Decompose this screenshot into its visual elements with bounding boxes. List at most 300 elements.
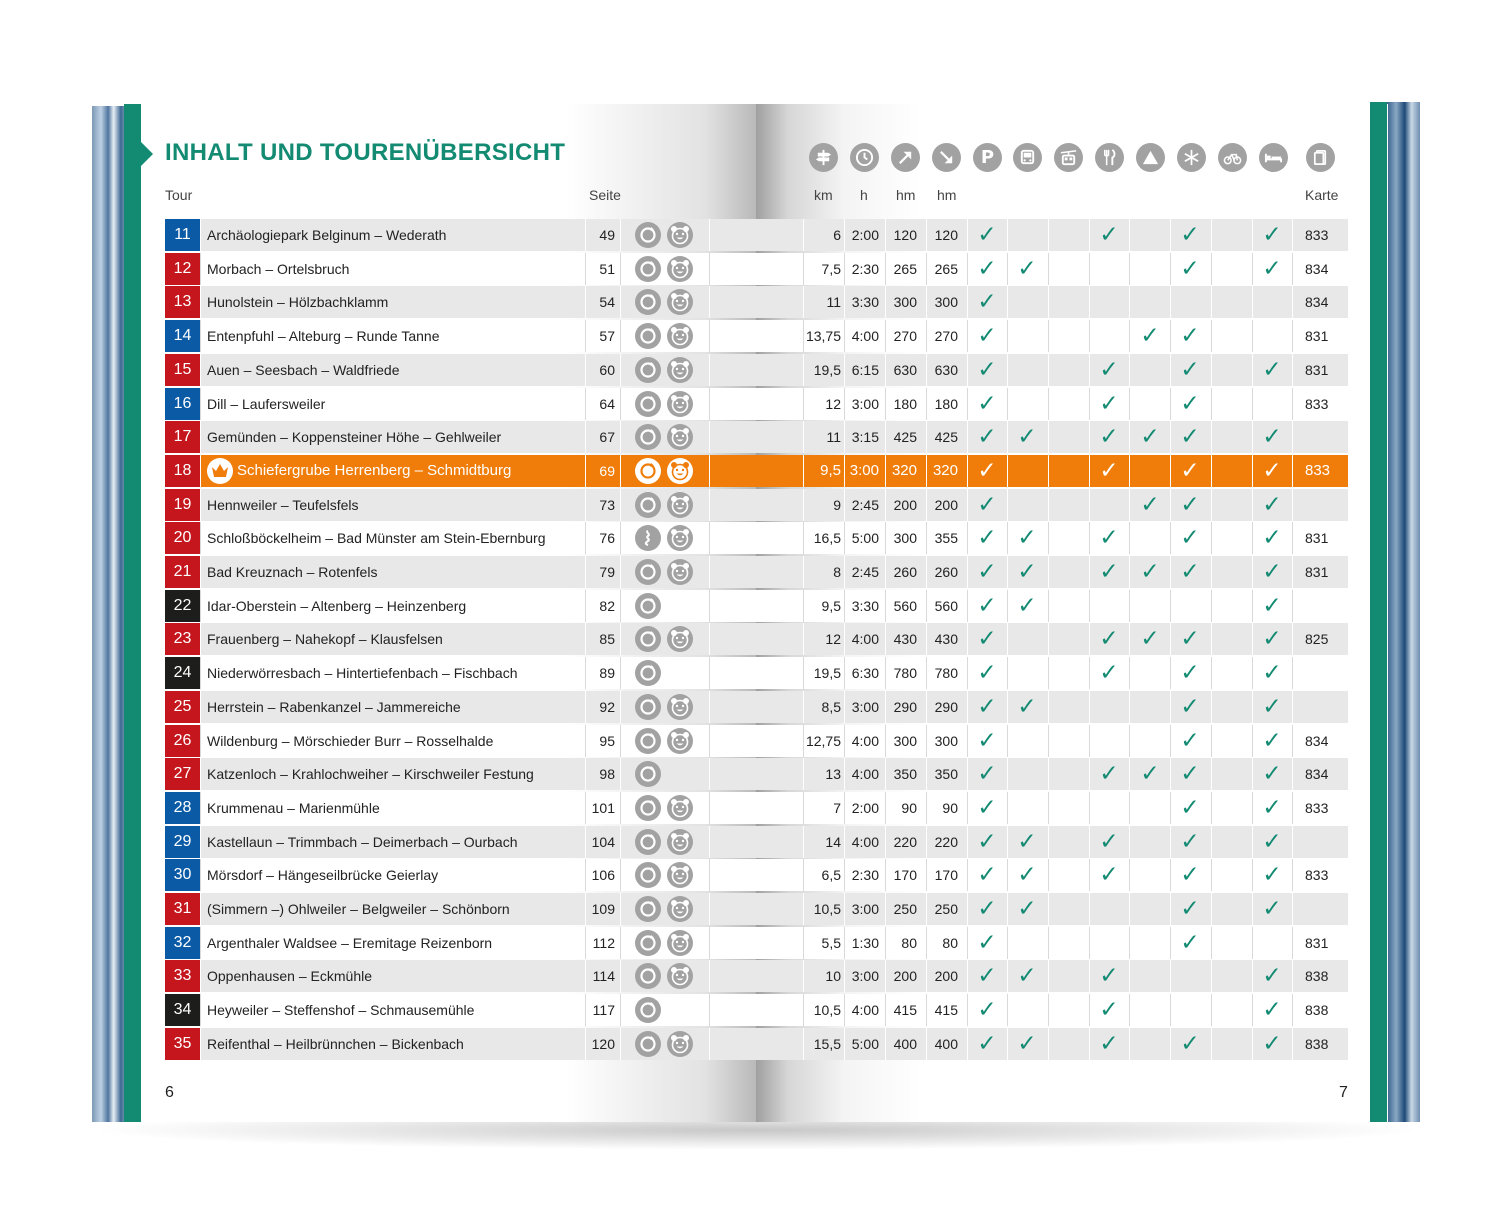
tour-ascent: 300	[893, 294, 917, 310]
tour-row[interactable]	[165, 994, 1348, 1026]
column-divider	[200, 388, 201, 420]
column-divider	[1048, 927, 1049, 959]
tour-row[interactable]	[165, 826, 1348, 858]
column-divider	[1252, 522, 1253, 554]
column-divider	[200, 253, 201, 285]
column-divider	[1211, 388, 1212, 420]
checkmark-icon: ✓	[977, 492, 997, 518]
right-accent-bar	[1370, 102, 1387, 1122]
checkmark-icon: ✓	[977, 391, 997, 417]
column-divider	[1292, 489, 1293, 521]
tour-number: 19	[165, 489, 200, 521]
tour-name[interactable]: Schloßböckelheim – Bad Münster am Stein-Ebernburg	[207, 530, 546, 546]
tour-name[interactable]: Heyweiler – Steffenshof – Schmausemühle	[207, 1002, 475, 1018]
tour-ascent: 220	[893, 834, 917, 850]
tour-name[interactable]: Krummenau – Marienmühle	[207, 800, 380, 816]
tour-name[interactable]: Gemünden – Koppensteiner Höhe – Gehlweiler	[207, 429, 502, 445]
tour-name[interactable]: Archäologiepark Belginum – Wederath	[207, 227, 447, 243]
column-divider	[1129, 792, 1130, 824]
page-title: INHALT UND TOURENÜBERSICHT	[165, 139, 566, 166]
restaurant-icon	[1095, 143, 1124, 172]
column-divider	[620, 927, 621, 959]
tour-km: 9	[833, 497, 841, 513]
checkmark-icon: ✓	[1262, 222, 1282, 248]
round-trip-icon	[635, 222, 661, 248]
tour-row[interactable]	[165, 792, 1348, 824]
checkmark-icon: ✓	[1180, 458, 1200, 484]
tour-h: 3:15	[851, 429, 879, 445]
column-divider	[200, 556, 201, 588]
column-divider	[967, 320, 968, 352]
round-trip-icon	[635, 896, 661, 922]
column-divider	[1170, 758, 1171, 790]
checkmark-icon: ✓	[977, 289, 997, 315]
checkmark-icon: ✓	[1017, 559, 1037, 585]
kids-bear-icon	[667, 1031, 693, 1057]
tour-descent: 425	[934, 429, 958, 445]
tour-name[interactable]: (Simmern –) Ohlweiler – Belgweiler – Schönborn	[207, 901, 510, 917]
column-divider	[620, 1028, 621, 1060]
column-divider	[1129, 253, 1130, 285]
kids-bear-icon	[667, 862, 693, 888]
tour-row[interactable]	[165, 623, 1348, 655]
tour-h: 6:30	[851, 665, 879, 681]
column-divider	[1211, 826, 1212, 858]
tour-descent: 355	[934, 530, 958, 546]
column-divider	[1007, 893, 1008, 925]
tour-km: 12	[825, 631, 841, 647]
tour-km: 15,5	[813, 1036, 841, 1052]
column-divider	[1048, 960, 1049, 992]
kids-bear-icon	[667, 323, 693, 349]
tour-row[interactable]	[165, 960, 1348, 992]
tour-page: 109	[591, 901, 615, 917]
bed-icon	[1259, 143, 1288, 172]
tour-number: 14	[165, 320, 200, 352]
column-divider	[709, 219, 710, 251]
column-divider	[967, 960, 968, 992]
column-divider	[1252, 253, 1253, 285]
column-divider	[1252, 590, 1253, 622]
checkmark-icon: ✓	[977, 930, 997, 956]
column-divider	[620, 320, 621, 352]
tour-page: 51	[599, 261, 615, 277]
checkmark-icon: ✓	[1180, 559, 1200, 585]
column-divider	[620, 826, 621, 858]
column-divider	[1129, 489, 1130, 521]
column-divider	[1170, 826, 1171, 858]
tour-ascent: 320	[891, 462, 917, 479]
tour-descent: 220	[934, 834, 958, 850]
tour-page: 98	[599, 766, 615, 782]
column-divider	[709, 455, 710, 487]
column-divider	[1129, 388, 1130, 420]
tour-h: 6:15	[851, 362, 879, 378]
tour-km: 13	[825, 766, 841, 782]
checkmark-icon: ✓	[1262, 357, 1282, 383]
column-divider	[1048, 623, 1049, 655]
tour-row[interactable]	[165, 354, 1348, 386]
column-divider	[200, 522, 201, 554]
column-divider	[1048, 893, 1049, 925]
tour-number: 34	[165, 994, 200, 1026]
tour-map-number: 831	[1305, 564, 1329, 580]
round-trip-icon	[635, 795, 661, 821]
tour-name[interactable]: Herrstein – Rabenkanzel – Jammereiche	[207, 699, 461, 715]
column-divider	[1292, 826, 1293, 858]
column-divider	[1129, 219, 1130, 251]
tour-descent: 350	[934, 766, 958, 782]
column-divider	[1007, 960, 1008, 992]
tour-name[interactable]: Wildenburg – Mörschieder Burr – Rosselhalde	[207, 733, 494, 749]
checkmark-icon: ✓	[977, 694, 997, 720]
column-divider	[1089, 893, 1090, 925]
column-divider	[1048, 219, 1049, 251]
column-divider	[1252, 960, 1253, 992]
column-divider	[1211, 320, 1212, 352]
tour-ascent: 425	[893, 429, 917, 445]
column-divider	[1007, 489, 1008, 521]
column-divider	[1089, 657, 1090, 689]
tour-km: 16,5	[813, 530, 841, 546]
tour-row[interactable]	[165, 691, 1348, 723]
column-divider	[200, 657, 201, 689]
tour-number: 15	[165, 354, 200, 386]
tour-map-number: 838	[1305, 1036, 1329, 1052]
column-divider	[620, 421, 621, 453]
tour-h: 5:00	[851, 1036, 879, 1052]
tour-km: 13,75	[805, 328, 841, 344]
parking-icon: P	[973, 143, 1002, 172]
checkmark-icon: ✓	[1099, 525, 1119, 551]
column-divider	[1089, 489, 1090, 521]
checkmark-icon: ✓	[1180, 525, 1200, 551]
column-divider	[620, 590, 621, 622]
checkmark-icon: ✓	[977, 424, 997, 450]
column-divider	[1252, 893, 1253, 925]
tour-h: 1:30	[851, 935, 879, 951]
checkmark-icon: ✓	[1262, 761, 1282, 787]
tour-row[interactable]	[165, 455, 1348, 487]
column-divider	[1007, 320, 1008, 352]
checkmark-icon: ✓	[1262, 963, 1282, 989]
tour-map-number: 833	[1305, 867, 1329, 883]
column-divider	[1007, 792, 1008, 824]
checkmark-icon: ✓	[1262, 525, 1282, 551]
tour-row[interactable]	[165, 893, 1348, 925]
clock-icon	[850, 143, 879, 172]
tour-number: 26	[165, 725, 200, 757]
tour-name[interactable]: Morbach – Ortelsbruch	[207, 261, 350, 277]
tour-name[interactable]: Hunolstein – Hölzbachklamm	[207, 294, 389, 310]
column-divider	[1170, 455, 1171, 487]
column-divider	[200, 826, 201, 858]
header-hm-up: hm	[896, 187, 916, 203]
checkmark-icon: ✓	[1017, 694, 1037, 720]
checkmark-icon: ✓	[1017, 1031, 1037, 1057]
column-divider	[709, 354, 710, 386]
checkmark-icon: ✓	[1017, 424, 1037, 450]
checkmark-icon: ✓	[1180, 626, 1200, 652]
column-divider	[1129, 657, 1130, 689]
tour-km: 5,5	[821, 935, 841, 951]
tent-icon	[1136, 143, 1165, 172]
kids-bear-icon	[667, 424, 693, 450]
checkmark-icon: ✓	[1099, 829, 1119, 855]
tour-map-number: 825	[1305, 631, 1329, 647]
crown-icon	[207, 458, 233, 484]
column-divider	[1292, 1028, 1293, 1060]
kids-bear-icon	[667, 626, 693, 652]
tour-row[interactable]	[165, 421, 1348, 453]
tour-page: 76	[599, 530, 615, 546]
tour-page: 114	[592, 968, 615, 984]
tour-row[interactable]	[165, 1028, 1348, 1060]
checkmark-icon: ✓	[1099, 222, 1119, 248]
tour-name[interactable]: Katzenloch – Krahlochweiher – Kirschweiler Festung	[207, 766, 534, 782]
checkmark-icon: ✓	[977, 660, 997, 686]
tour-page: 73	[599, 497, 615, 513]
tour-name[interactable]: Kastellaun – Trimmbach – Deimerbach – Ourbach	[207, 834, 518, 850]
column-divider	[1292, 286, 1293, 318]
round-trip-icon	[635, 256, 661, 282]
column-divider	[1007, 421, 1008, 453]
tour-number: 11	[165, 219, 200, 251]
page-number-left: 6	[165, 1084, 174, 1101]
column-divider	[967, 859, 968, 891]
column-divider	[1089, 388, 1090, 420]
checkmark-icon: ✓	[1180, 829, 1200, 855]
column-divider	[1211, 994, 1212, 1026]
column-divider	[620, 286, 621, 318]
header-karte: Karte	[1305, 187, 1339, 203]
tour-number: 20	[165, 522, 200, 554]
checkmark-icon: ✓	[1140, 559, 1160, 585]
checkmark-icon: ✓	[1262, 458, 1282, 484]
checkmark-icon: ✓	[977, 458, 997, 484]
column-divider	[200, 725, 201, 757]
column-divider	[967, 590, 968, 622]
column-divider	[1089, 994, 1090, 1026]
tour-ascent: 260	[893, 564, 917, 580]
column-divider	[1007, 354, 1008, 386]
column-divider	[1007, 927, 1008, 959]
tour-row[interactable]	[165, 859, 1348, 891]
checkmark-icon: ✓	[1140, 424, 1160, 450]
round-trip-icon	[635, 660, 661, 686]
checkmark-icon: ✓	[977, 1031, 997, 1057]
kids-bear-icon	[667, 222, 693, 248]
header-hm-down: hm	[937, 187, 957, 203]
tour-row[interactable]	[165, 927, 1348, 959]
column-divider	[620, 657, 621, 689]
column-divider	[1129, 758, 1130, 790]
tour-row[interactable]	[165, 590, 1348, 622]
tour-h: 2:45	[851, 497, 879, 513]
tour-name[interactable]: Dill – Laufersweiler	[207, 396, 326, 412]
tour-row[interactable]	[165, 522, 1348, 554]
column-divider	[1252, 927, 1253, 959]
column-divider	[1211, 758, 1212, 790]
column-divider	[967, 421, 968, 453]
column-divider	[967, 388, 968, 420]
column-divider	[967, 623, 968, 655]
checkmark-icon: ✓	[977, 559, 997, 585]
column-divider	[709, 320, 710, 352]
column-divider	[1252, 354, 1253, 386]
tour-row[interactable]	[165, 219, 1348, 251]
tour-row[interactable]	[165, 320, 1348, 352]
tour-map-number: 833	[1305, 462, 1331, 479]
tour-h: 4:00	[851, 834, 879, 850]
column-divider	[200, 1028, 201, 1060]
checkmark-icon: ✓	[1262, 593, 1282, 619]
column-divider	[1170, 354, 1171, 386]
tour-name[interactable]: Argenthaler Waldsee – Eremitage Reizenborn	[207, 935, 493, 951]
tour-km: 6	[833, 227, 841, 243]
ascent-arrow-icon	[891, 143, 920, 172]
book-edge-left	[92, 106, 128, 1122]
column-divider	[200, 691, 201, 723]
round-trip-icon	[635, 492, 661, 518]
tour-row[interactable]	[165, 253, 1348, 285]
tour-map-number: 838	[1305, 968, 1329, 984]
column-divider	[1252, 859, 1253, 891]
tour-name[interactable]: Mörsdorf – Hängeseilbrücke Geierlay	[207, 867, 439, 883]
kids-bear-icon	[667, 829, 693, 855]
column-divider	[1048, 725, 1049, 757]
column-divider	[1048, 522, 1049, 554]
tour-name[interactable]: Entenpfuhl – Alteburg – Runde Tanne	[207, 328, 440, 344]
column-divider	[1048, 388, 1049, 420]
column-divider	[620, 354, 621, 386]
column-divider	[1007, 1028, 1008, 1060]
column-divider	[1089, 725, 1090, 757]
tour-name[interactable]: Auen – Seesbach – Waldfriede	[207, 362, 400, 378]
column-divider	[200, 590, 201, 622]
tour-map-number: 834	[1305, 733, 1329, 749]
kids-bear-icon	[667, 559, 693, 585]
column-divider	[1048, 286, 1049, 318]
tour-descent: 180	[934, 396, 958, 412]
tour-map-number: 834	[1305, 294, 1329, 310]
tour-km: 19,5	[813, 665, 841, 681]
tour-row[interactable]	[165, 758, 1348, 790]
column-divider	[620, 455, 621, 487]
tour-name[interactable]: Idar-Oberstein – Altenberg – Heinzenberg	[207, 598, 467, 614]
tour-h: 3:00	[849, 462, 879, 479]
column-divider	[1007, 522, 1008, 554]
tour-name[interactable]: Schiefergrube Herrenberg – Schmidtburg	[237, 462, 512, 479]
column-divider	[709, 859, 710, 891]
tour-number: 18	[165, 455, 200, 487]
round-trip-icon	[635, 829, 661, 855]
checkmark-icon: ✓	[1180, 492, 1200, 518]
column-divider	[1170, 253, 1171, 285]
checkmark-icon: ✓	[1099, 660, 1119, 686]
column-divider	[1007, 286, 1008, 318]
tour-page: 101	[591, 800, 615, 816]
checkmark-icon: ✓	[1262, 424, 1282, 450]
tour-page: 89	[599, 665, 615, 681]
tour-row[interactable]	[165, 556, 1348, 588]
tour-ascent: 90	[901, 800, 917, 816]
tour-name[interactable]: Hennweiler – Teufelsfels	[207, 497, 359, 513]
tour-h: 2:30	[851, 261, 879, 277]
tour-page: 112	[592, 935, 615, 951]
checkmark-icon: ✓	[1180, 660, 1200, 686]
checkmark-icon: ✓	[1262, 559, 1282, 585]
checkmark-icon: ✓	[1180, 862, 1200, 888]
tour-row[interactable]	[165, 657, 1348, 689]
column-divider	[1048, 455, 1049, 487]
column-divider	[1170, 792, 1171, 824]
column-divider	[1048, 489, 1049, 521]
tour-row[interactable]	[165, 286, 1348, 318]
checkmark-icon: ✓	[1099, 761, 1119, 787]
checkmark-icon: ✓	[1180, 1031, 1200, 1057]
column-divider	[1048, 691, 1049, 723]
column-divider	[1170, 388, 1171, 420]
column-divider	[1089, 253, 1090, 285]
checkmark-icon: ✓	[1017, 525, 1037, 551]
column-divider	[1211, 893, 1212, 925]
tour-page: 104	[591, 834, 615, 850]
round-trip-icon	[635, 997, 661, 1023]
column-divider	[967, 927, 968, 959]
tour-ascent: 350	[893, 766, 917, 782]
column-divider	[1252, 758, 1253, 790]
left-accent-bar	[124, 104, 141, 1122]
tour-row[interactable]	[165, 725, 1348, 757]
checkmark-icon: ✓	[1099, 559, 1119, 585]
tour-name[interactable]: Frauenberg – Nahekopf – Klausfelsen	[207, 631, 443, 647]
round-trip-icon	[635, 930, 661, 956]
column-divider	[1211, 219, 1212, 251]
round-trip-icon	[635, 1031, 661, 1057]
tour-km: 10	[825, 968, 841, 984]
checkmark-icon: ✓	[977, 963, 997, 989]
tour-row[interactable]	[165, 489, 1348, 521]
column-divider	[200, 219, 201, 251]
tour-name[interactable]: Niederwörresbach – Hintertiefenbach – Fischbach	[207, 665, 518, 681]
tour-row[interactable]	[165, 388, 1348, 420]
column-divider	[1292, 455, 1293, 487]
round-trip-icon	[635, 289, 661, 315]
tour-name[interactable]: Reifenthal – Heilbrünnchen – Bickenbach	[207, 1036, 464, 1052]
column-divider	[967, 725, 968, 757]
checkmark-icon: ✓	[1180, 896, 1200, 922]
tour-descent: 430	[934, 631, 958, 647]
cable-car-icon	[1054, 143, 1083, 172]
tour-map-number: 831	[1305, 328, 1329, 344]
checkmark-icon: ✓	[1099, 357, 1119, 383]
round-trip-icon	[635, 458, 661, 484]
column-divider	[1129, 320, 1130, 352]
tour-km: 9,5	[821, 598, 841, 614]
kids-bear-icon	[667, 728, 693, 754]
column-divider	[709, 893, 710, 925]
tour-name[interactable]: Bad Kreuznach – Rotenfels	[207, 564, 378, 580]
column-divider	[1252, 623, 1253, 655]
checkmark-icon: ✓	[977, 862, 997, 888]
checkmark-icon: ✓	[1180, 694, 1200, 720]
checkmark-icon: ✓	[1262, 728, 1282, 754]
tour-ascent: 430	[893, 631, 917, 647]
tour-name[interactable]: Oppenhausen – Eckmühle	[207, 968, 372, 984]
round-trip-icon	[635, 559, 661, 585]
column-divider	[1129, 1028, 1130, 1060]
